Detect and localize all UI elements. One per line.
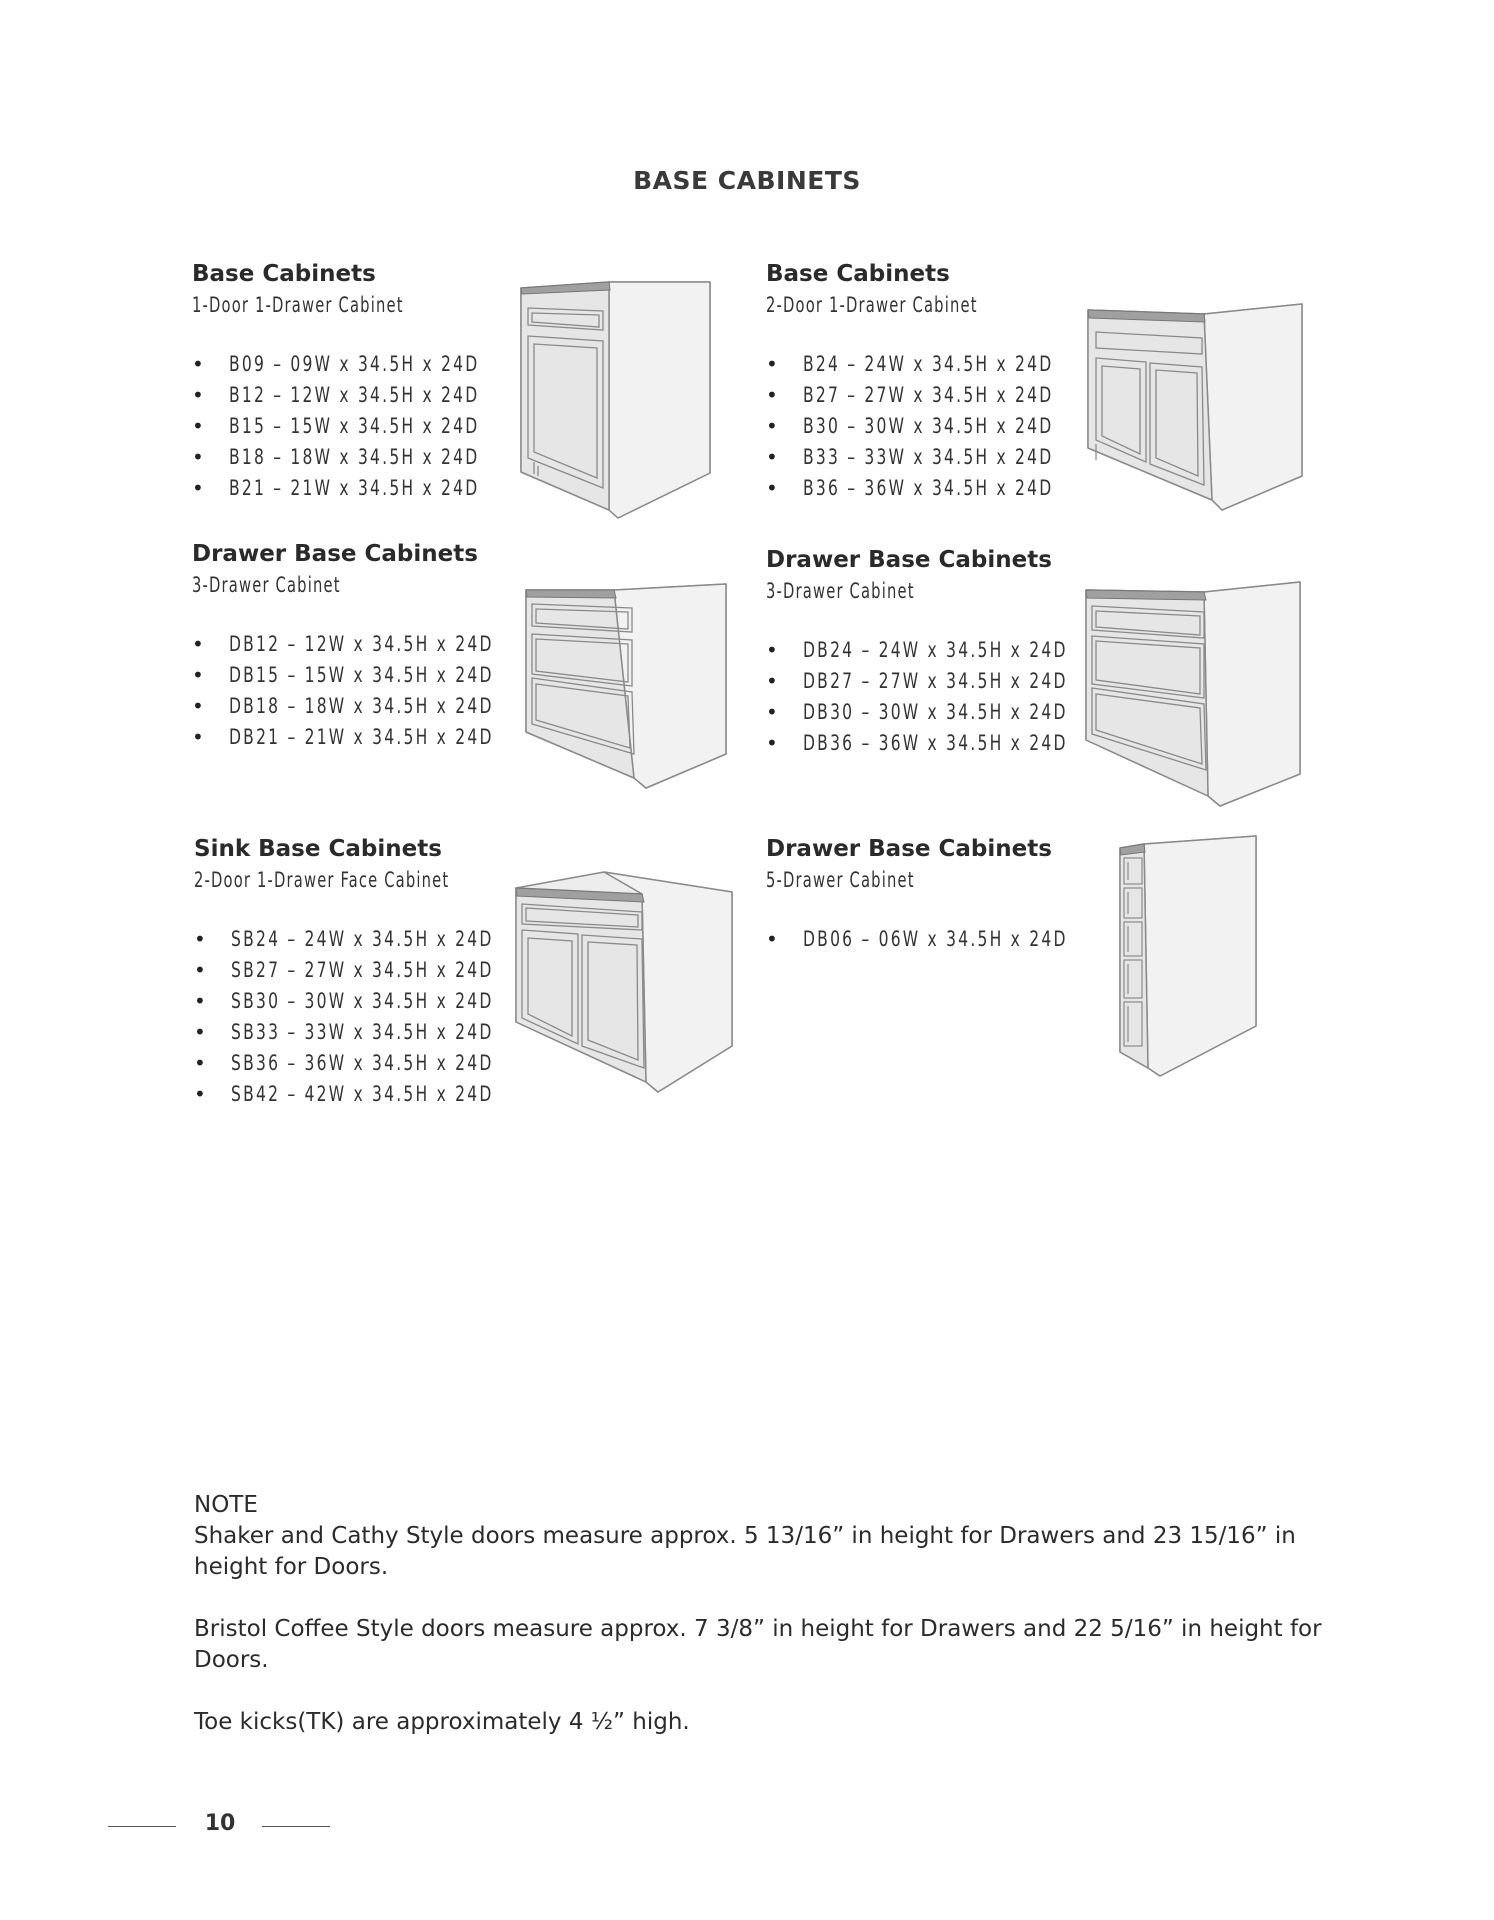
list-item: • DB27 – 27W x 34.5H x 24D: [766, 669, 1068, 693]
list-item: • DB30 – 30W x 34.5H x 24D: [766, 700, 1068, 724]
list-item: • SB36 – 36W x 34.5H x 24D: [194, 1051, 494, 1075]
section-subtitle: 1-Door 1-Drawer Cabinet: [192, 293, 404, 317]
section-title: Base Cabinets: [766, 261, 950, 287]
item-list: [192, 629, 494, 753]
list-item: • DB21 – 21W x 34.5H x 24D: [192, 725, 494, 749]
item-list: [766, 924, 1068, 955]
list-item: • SB27 – 27W x 34.5H x 24D: [194, 958, 494, 982]
sink-base-cabinet-illustration: [510, 868, 738, 1096]
section-subtitle: 2-Door 1-Drawer Face Cabinet: [194, 868, 450, 892]
section-subtitle: 5-Drawer Cabinet: [766, 868, 915, 892]
section-subtitle: 2-Door 1-Drawer Cabinet: [766, 293, 978, 317]
list-item: • B18 – 18W x 34.5H x 24D: [192, 445, 480, 469]
list-item: • SB33 – 33W x 34.5H x 24D: [194, 1020, 494, 1044]
base-cabinet-2-door-illustration: [1082, 300, 1306, 516]
section-drawer-base-3-right: [766, 545, 1068, 759]
section-title: Drawer Base Cabinets: [766, 836, 1052, 862]
section-subtitle: 3-Drawer Cabinet: [766, 579, 915, 603]
section-drawer-base-5: [766, 834, 1068, 955]
list-item: • SB30 – 30W x 34.5H x 24D: [194, 989, 494, 1013]
list-item: • SB42 – 42W x 34.5H x 24D: [194, 1082, 494, 1106]
list-item: • B12 – 12W x 34.5H x 24D: [192, 383, 480, 407]
note-paragraph: Shaker and Cathy Style doors measure approx. 5 13/16” in height for Drawers and 23 15/16” in height for Doors.: [194, 1523, 1296, 1580]
section-title: Drawer Base Cabinets: [192, 541, 478, 567]
note-block: [194, 1490, 1324, 1769]
list-item: • DB12 – 12W x 34.5H x 24D: [192, 632, 494, 656]
section-base-1-door: [192, 259, 480, 504]
item-list: [192, 349, 480, 504]
page-title: BASE CABINETS: [633, 166, 861, 195]
section-subtitle: 3-Drawer Cabinet: [192, 573, 341, 597]
list-item: • DB06 – 06W x 34.5H x 24D: [766, 927, 1068, 951]
footer-divider-right: [262, 1826, 330, 1827]
list-item: • SB24 – 24W x 34.5H x 24D: [194, 927, 494, 951]
section-title: Drawer Base Cabinets: [766, 547, 1052, 573]
page-number: 10: [204, 1811, 236, 1836]
item-list: [194, 924, 521, 1110]
item-list: [766, 635, 1068, 759]
list-item: • B27 – 27W x 34.5H x 24D: [766, 383, 1054, 407]
list-item: • DB18 – 18W x 34.5H x 24D: [192, 694, 494, 718]
list-item: • B21 – 21W x 34.5H x 24D: [192, 476, 480, 500]
base-cabinet-1-door-illustration: [514, 278, 714, 524]
list-item: • DB24 – 24W x 34.5H x 24D: [766, 638, 1068, 662]
list-item: • B24 – 24W x 34.5H x 24D: [766, 352, 1054, 376]
section-title: Sink Base Cabinets: [194, 836, 442, 862]
list-item: • DB36 – 36W x 34.5H x 24D: [766, 731, 1068, 755]
note-paragraph: Bristol Coffee Style doors measure approx. 7 3/8” in height for Drawers and 22 5/16” in height for Doors.: [194, 1616, 1322, 1673]
note-paragraph: Toe kicks(TK) are approximately 4 ½” high.: [194, 1709, 690, 1735]
list-item: • B30 – 30W x 34.5H x 24D: [766, 414, 1054, 438]
section-base-2-door: [766, 259, 1054, 504]
section-drawer-base-3-left: [192, 539, 494, 753]
list-item: • DB15 – 15W x 34.5H x 24D: [192, 663, 494, 687]
footer-divider-left: [108, 1826, 176, 1827]
item-list: [766, 349, 1054, 504]
drawer-base-5-drawer-illustration: [1114, 830, 1262, 1082]
list-item: • B33 – 33W x 34.5H x 24D: [766, 445, 1054, 469]
list-item: • B09 – 09W x 34.5H x 24D: [192, 352, 480, 376]
drawer-base-3-drawer-narrow-illustration: [520, 574, 730, 792]
list-item: • B36 – 36W x 34.5H x 24D: [766, 476, 1054, 500]
list-item: • B15 – 15W x 34.5H x 24D: [192, 414, 480, 438]
section-title: Base Cabinets: [192, 261, 376, 287]
section-sink-base: [194, 834, 521, 1110]
note-title: NOTE: [194, 1492, 258, 1518]
drawer-base-3-drawer-wide-illustration: [1080, 574, 1304, 810]
